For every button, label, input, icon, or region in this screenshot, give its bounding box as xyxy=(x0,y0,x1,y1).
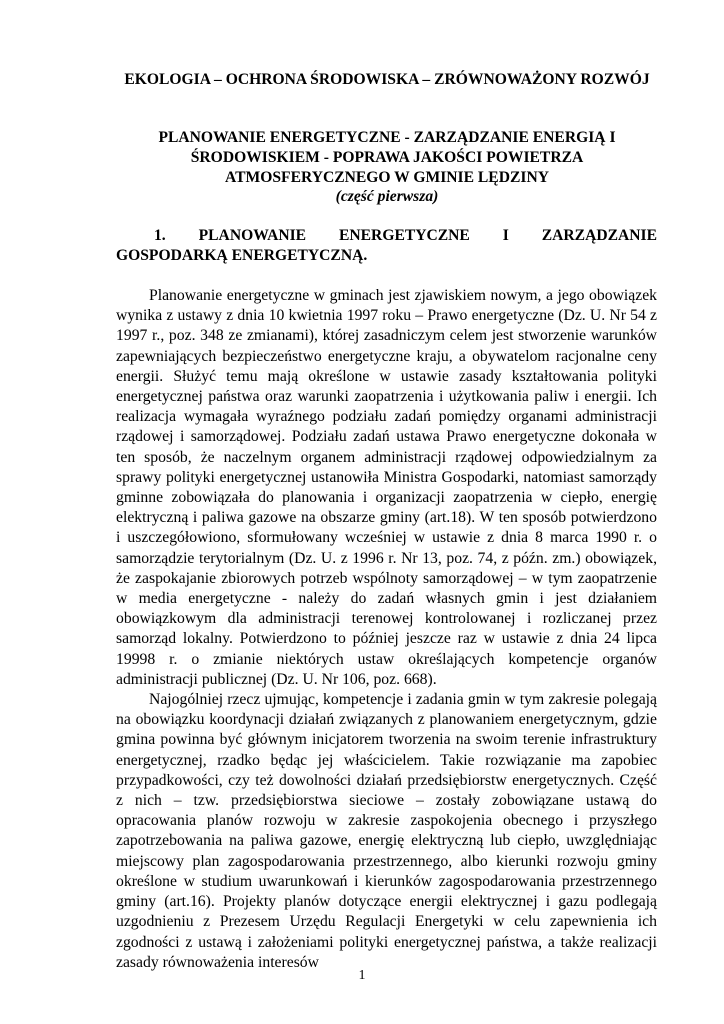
document-title: EKOLOGIA – OCHRONA ŚRODOWISKA – ZRÓWNOWAŻONY ROZWÓJ xyxy=(124,71,650,88)
document-subject-title: PLANOWANIE ENERGETYCZNE - ZARZĄDZANIE ENERGIĄ I ŚRODOWISKIEM - POPRAWA JAKOŚCI POWIETRZA ATMOSFERYCZNEGO W GMINIE LĘDZINY xyxy=(158,129,616,186)
section-heading-line-1: 1. PLANOWANIE ENERGETYCZNE I ZARZĄDZANIE xyxy=(154,227,657,244)
body-paragraph: Najogólniej rzecz ujmując, kompetencje i zadania gmin w tym zakresie polegają na obowiązku koordynacji działań związanych z planowaniem energetycznym, gdzie gmina powinna być głównym inicjatorem tworzenia na swoim terenie infrastruktury energetycznej, rzadko będąc jej właścicielem. Takie rozwiązanie ma zapobiec przypadkowości, czy też dowolności działań przedsiębiorstw energetycznych. Część z nich – tzw. przedsiębiorstwa sieciowe – zostały zobowiązane ustawą do opracowania planów rozwoju w zakresie zaspokojenia obecnego i przyszłego zapotrzebowania na paliwa gazowe, energię elektryczną lub ciepło, uwzględniając miejscowy plan zagospodarowania przestrzennego, albo kierunki rozwoju gminy określone w studium uwarunkowań i kierunków zagospodarowania przestrzennego gminy (art.16). Projekty planów dotyczące energii elektrycznej i gazu podlegają uzgodnieniu z Prezesem Urzędu Regulacji Energetyki w celu zapewnienia ich zgodności z ustawą i założeniami polityki energetycznej państwa, a także realizacji zasady równoważenia interesów xyxy=(116,691,657,971)
document-body xyxy=(116,286,657,973)
section-heading-line-2: GOSPODARKĄ ENERGETYCZNĄ. xyxy=(116,247,368,264)
section-heading xyxy=(116,226,657,266)
document-part-label: (część pierwsza) xyxy=(335,188,439,205)
body-paragraph: Planowanie energetyczne w gminach jest zjawiskiem nowym, a jego obowiązek wynika z ustawy z dnia 10 kwietnia 1997 roku – Prawo energetyczne (Dz. U. Nr 54 z 1997 r., poz. 348 ze zmianami), której zasadniczym celem jest stworzenie warunków zapewniających bezpieczeństwo energetyczne kraju, a obywatelom racjonalne ceny energii. Służyć temu mają określone w ustawie zasady kształtowania polityki energetycznej państwa oraz warunki zaopatrzenia i użytkowania paliw i energii. Ich realizacja wymagała wyraźnego podziału zadań pomiędzy organami administracji rządowej i samorządowej. Podziału zadań ustawa Prawo energetyczne dokonała w ten sposób, że naczelnym organem administracji rządowej odpowiedzialnym za sprawy polityki energetycznej ustanowiła Ministra Gospodarki, natomiast samorządy gminne zobowiązała do planowania i organizacji zaopatrzenia w ciepło, energię elektryczną i paliwa gazowe na obszarze gminy (art.18). W ten sposób potwierdzono i uszczegółowiono, sformułowany wcześniej w ustawie z dnia 8 marca 1990 r. o samorządzie terytorialnym (Dz. U. z 1996 r. Nr 13, poz. 74, z późn. zm.) obowiązek, że zaspokajanie zbiorowych potrzeb wspólnoty samorządowej – w tym zaopatrzenie w media energetyczne - należy do zadań własnych gmin i jest działaniem obowiązkowym dla administracji terenowej kontrolowanej i rozliczanej przez samorząd lokalny. Potwierdzono to później jeszcze raz w ustawie z dnia 24 lipca 19998 r. o zmianie niektórych ustaw określających kompetencje organów administracji publicznej (Dz. U. Nr 106, poz. 668). xyxy=(116,287,657,688)
page-number: 1 xyxy=(358,968,366,983)
